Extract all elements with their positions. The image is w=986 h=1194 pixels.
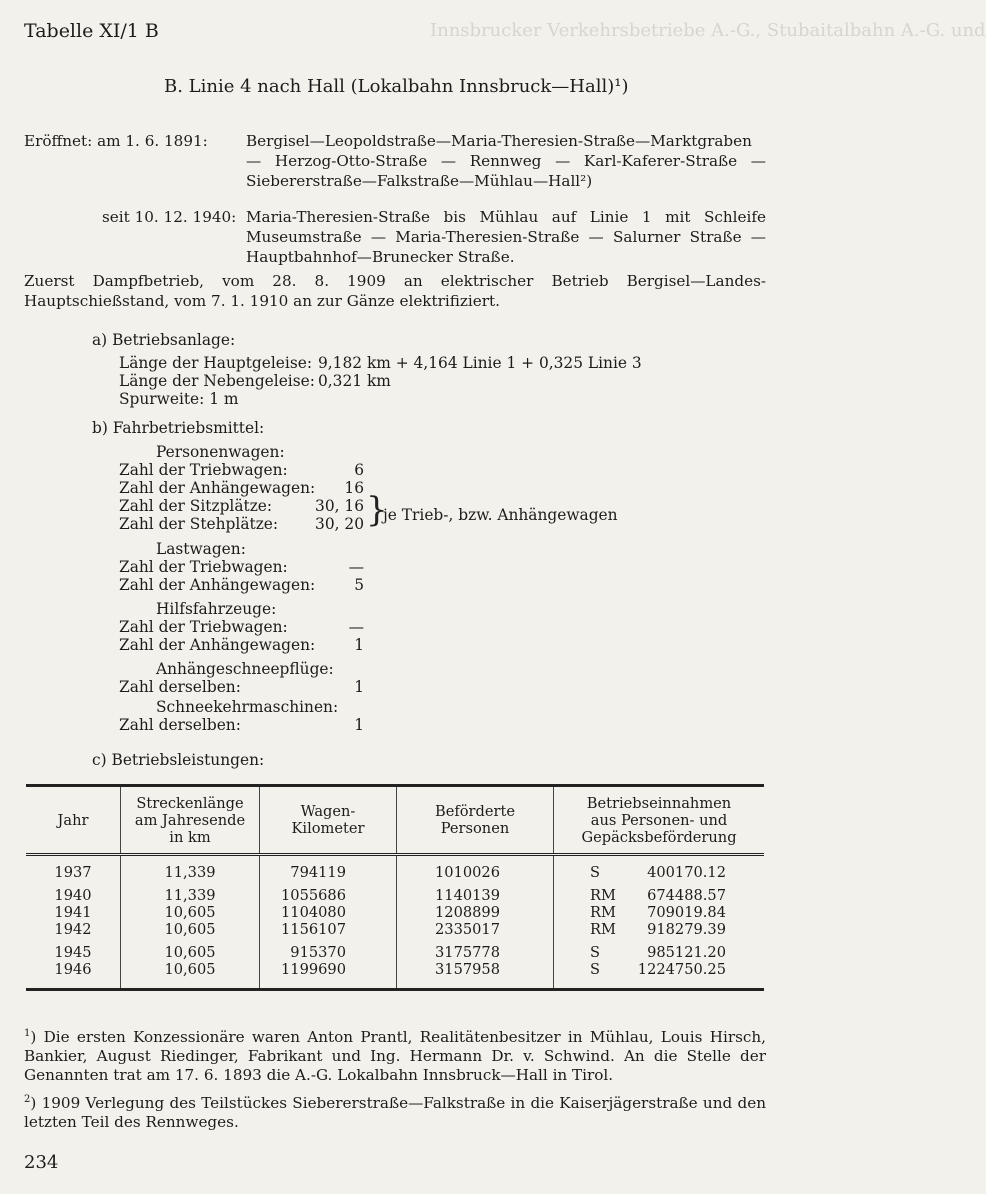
- cell-einnahmen: [554, 904, 765, 921]
- table-label: Tabelle XI/1 B: [24, 20, 159, 42]
- cell-einnahmen: [554, 921, 765, 938]
- cell-strecke: 10,605: [121, 904, 260, 921]
- amount: 674488.57: [647, 887, 726, 904]
- cell-jahr: 1942: [54, 921, 92, 938]
- cell-jahr: 1941: [54, 904, 92, 921]
- per-vehicle-note: je Trieb-, bzw. Anhängewagen: [383, 506, 618, 524]
- currency: RM: [590, 887, 616, 904]
- footnote-1-text: Die ersten Konzessionäre waren Anton Prantl, Realitätenbesitzer in Mühlau, Louis Hirsch, Bankier, August Riedinger, Fabrikant und Ing. Hermann Dr. v. Schwind. An die Stelle der Genannten trat am 17. 6. 1893 die A.-G. Lokalbahn Innsbruck—Hall in Tirol.: [24, 1028, 766, 1085]
- cell-wagenkm: 1104080: [260, 904, 397, 921]
- passenger-motor-value: 6: [354, 461, 364, 479]
- table-row: [26, 938, 764, 961]
- passenger-heading: Personenwagen:: [156, 443, 285, 461]
- plough-heading: Anhängeschneepflüge:: [156, 660, 334, 678]
- cell-wagenkm: 794119: [260, 855, 397, 882]
- operations-table: [26, 784, 764, 991]
- cell-einnahmen: [554, 961, 765, 990]
- amount: 709019.84: [647, 904, 726, 921]
- amount: 400170.12: [647, 864, 726, 881]
- since-route: Maria-Theresien-Straße bis Mühlau auf Linie 1 mit Schleife Museumstraße — Maria-Theresien-Straße — Salurner Straße — Hauptbahnhof—Brunecker Straße.: [246, 208, 766, 266]
- freight-motor-label: Zahl der Triebwagen:: [119, 558, 288, 576]
- standing-label: Zahl der Stehplätze:: [119, 515, 279, 533]
- footnote-1: $^1$) Die ersten Konzessionäre waren Anton Prantl, Realitätenbesitzer in Mühlau, Louis Hirsch, Bankier, August Riedinger, Fabrikant und Ing. Hermann Dr. v. Schwind. An die Stelle der Genannten trat am 17. 6. 1893 die A.-G. Lokalbahn Innsbruck—Hall in Tirol.: [24, 1028, 766, 1085]
- page-number: 234: [24, 1152, 59, 1173]
- cell-jahr: 1946: [54, 961, 92, 978]
- aux-trailer-value: 1: [354, 636, 364, 654]
- footnote-2: $^2$) 1909 Verlegung des Teilstückes Siebererstraße—Falkstraße in die Kaiserjägerstraße und den letzten Teil des Rennweges.: [24, 1094, 766, 1132]
- seats-value: 30, 16: [315, 497, 364, 515]
- table-row: [26, 961, 764, 990]
- main-track-value: 9,182 km + 4,164 Linie 1 + 0,325 Linie 3: [318, 354, 642, 372]
- currency: S: [590, 864, 600, 881]
- col-header-personen: Beförderte Personen: [397, 786, 554, 855]
- sweeper-heading: Schneekehrmaschinen:: [156, 698, 339, 716]
- cell-personen: 3157958: [397, 961, 554, 990]
- amount: 1224750.25: [637, 961, 726, 978]
- cell-jahr: 1945: [54, 944, 92, 961]
- cell-strecke: 11,339: [121, 881, 260, 904]
- cell-personen: 1140139: [397, 881, 554, 904]
- plough-value: 1: [354, 678, 364, 696]
- amount: 985121.20: [647, 944, 726, 961]
- table-row: [26, 921, 764, 938]
- cell-wagenkm: 1055686: [260, 881, 397, 904]
- cell-einnahmen: [554, 881, 765, 904]
- cell-personen: 1010026: [397, 855, 554, 882]
- passenger-trailer-label: Zahl der Anhängewagen:: [119, 479, 316, 497]
- table-row: [26, 904, 764, 921]
- section-b-heading: b) Fahrbetriebsmittel:: [92, 419, 265, 437]
- freight-heading: Lastwagen:: [156, 540, 246, 558]
- history-paragraph: Zuerst Dampfbetrieb, vom 28. 8. 1909 an elektrischer Betrieb Bergisel—Landes-Hauptschießstand, vom 7. 1. 1910 an zur Gänze elektrifiziert.: [24, 272, 766, 310]
- plough-label: Zahl derselben:: [119, 678, 241, 696]
- since-label: seit 10. 12. 1940:: [102, 208, 237, 226]
- side-track-label: Länge der Nebengeleise:: [119, 372, 315, 390]
- sweeper-value: 1: [354, 716, 364, 734]
- main-track-label: Länge der Hauptgeleise:: [119, 354, 313, 372]
- cell-strecke: 11,339: [121, 855, 260, 882]
- cell-strecke: 10,605: [121, 921, 260, 938]
- freight-trailer-label: Zahl der Anhängewagen:: [119, 576, 316, 594]
- cell-wagenkm: 1156107: [260, 921, 397, 938]
- currency: RM: [590, 904, 616, 921]
- freight-motor-value: —: [348, 558, 364, 576]
- col-header-strecke: Streckenlänge am Jahresende in km: [121, 786, 260, 855]
- passenger-motor-label: Zahl der Triebwagen:: [119, 461, 288, 479]
- opened-route: Bergisel—Leopoldstraße—Maria-Theresien-Straße—Marktgraben — Herzog-Otto-Straße — Rennweg — Karl-Kaferer-Straße — Siebererstraße—Falkstraße—Mühlau—Hall²): [246, 132, 766, 190]
- cell-personen: 3175778: [397, 938, 554, 961]
- cell-personen: 1208899: [397, 904, 554, 921]
- currency: S: [590, 944, 600, 961]
- cell-wagenkm: 1199690: [260, 961, 397, 990]
- cell-strecke: 10,605: [121, 961, 260, 990]
- col-header-wagenkm: Wagen- Kilometer: [260, 786, 397, 855]
- section-c-heading: c) Betriebsleistungen:: [92, 751, 265, 769]
- col-header-jahr: Jahr: [26, 786, 121, 855]
- cell-wagenkm: 915370: [260, 938, 397, 961]
- col-header-einnahmen: Betriebseinnahmen aus Personen- und Gepäcksbeförderung: [554, 786, 765, 855]
- opened-label: Eröffnet: am 1. 6. 1891:: [24, 132, 208, 150]
- section-a-heading: a) Betriebsanlage:: [92, 331, 236, 349]
- cell-personen: 2335017: [397, 921, 554, 938]
- cell-strecke: 10,605: [121, 938, 260, 961]
- aux-trailer-label: Zahl der Anhängewagen:: [119, 636, 316, 654]
- brace-icon: }: [366, 490, 388, 530]
- table-header-row: [26, 786, 764, 855]
- standing-value: 30, 20: [315, 515, 364, 533]
- cell-jahr: 1940: [54, 887, 92, 904]
- table-row: [26, 855, 764, 882]
- footnote-2-mark: 2: [24, 1094, 31, 1105]
- cell-einnahmen: [554, 855, 765, 882]
- aux-heading: Hilfsfahrzeuge:: [156, 600, 277, 618]
- side-track-value: 0,321 km: [318, 372, 391, 390]
- section-title: B. Linie 4 nach Hall (Lokalbahn Innsbruck—Hall)¹): [164, 76, 629, 97]
- freight-trailer-value: 5: [354, 576, 364, 594]
- cell-jahr: 1937: [54, 864, 92, 881]
- table-row: [26, 881, 764, 904]
- sweeper-label: Zahl derselben:: [119, 716, 241, 734]
- gauge: Spurweite: 1 m: [119, 390, 239, 408]
- amount: 918279.39: [647, 921, 726, 938]
- bleed-through-text: Innsbrucker Verkehrsbetriebe A.-G., Stubaitalbahn A.-G. und: [430, 20, 986, 41]
- passenger-trailer-value: 16: [344, 479, 364, 497]
- footnote-1-mark: 1: [24, 1028, 31, 1039]
- currency: S: [590, 961, 600, 978]
- footnote-2-text: 1909 Verlegung des Teilstückes Siebererstraße—Falkstraße in die Kaiserjägerstraße und den letzten Teil des Rennweges.: [24, 1094, 766, 1132]
- aux-motor-value: —: [348, 618, 364, 636]
- currency: RM: [590, 921, 616, 938]
- cell-einnahmen: [554, 938, 765, 961]
- aux-motor-label: Zahl der Triebwagen:: [119, 618, 288, 636]
- seats-label: Zahl der Sitzplätze:: [119, 497, 273, 515]
